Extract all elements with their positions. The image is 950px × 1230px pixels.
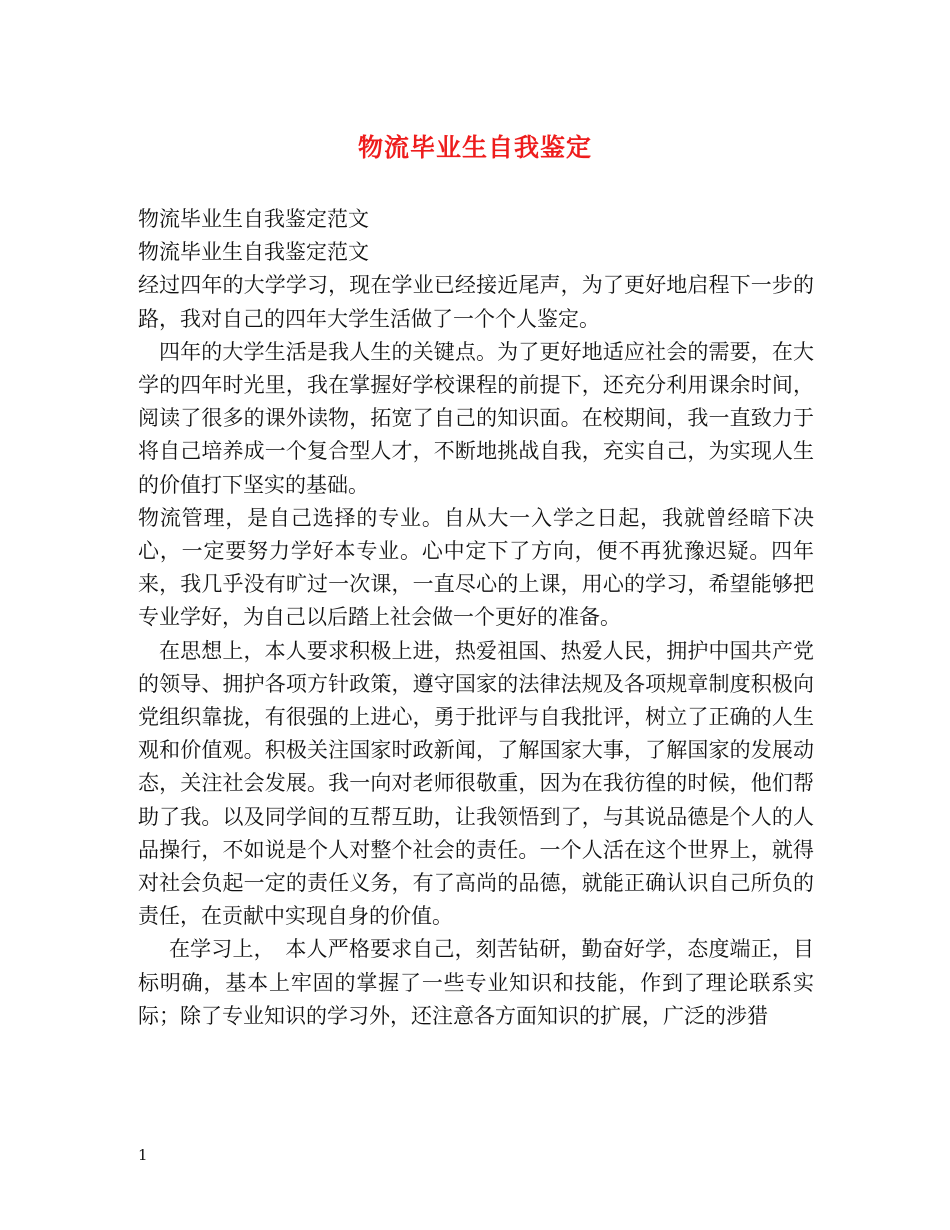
subtitle-line-1: 物流毕业生自我鉴定范文 <box>138 207 369 231</box>
paragraph-ideology: 在思想上，本人要求积极上进，热爱祖国、热爱人民，拥护中国共产党的领导、拥护各项方针政策，遵守国家的法律法规及各项规章制度积极向党组织靠拢，有很强的上进心，勇于批评与自我批评，树立了正确的人生观和价值观。积极关注国家时政新闻，了解国家大事，了解国家的发展动态，关注社会发展。我一向对老师很敬重，因为在我彷徨的时候，他们帮助了我。以及同学间的互帮互助，让我领悟到了，与其说品德是个人的人品操行，不如说是个人对整个社会的责任。一个人活在这个世界上，就得对社会负起一定的责任义务，有了高尚的品德，就能正确认识自己所负的责任，在贡献中实现自身的价值。 <box>138 638 814 929</box>
subtitle-line-2: 物流毕业生自我鉴定范文 <box>138 240 369 265</box>
document-title: 物流毕业生自我鉴定 <box>357 133 592 162</box>
paragraph-major: 物流管理，是自己选择的专业。自从大一入学之日起，我就曾经暗下决心，一定要努力学好本专业。心中定下了方向，便不再犹豫迟疑。四年来，我几乎没有旷过一次课，一直尽心的上课，用心的学习，希望能够把专业学好，为自己以后踏上社会做一个更好的准备。 <box>138 505 814 630</box>
paragraph-university-life: 四年的大学生活是我人生的关键点。为了更好地适应社会的需要，在大学的四年时光里，我在掌握好学校课程的前提下，还充分利用课余时间，阅读了很多的课外读物，拓宽了自己的知识面。在校期间，我一直致力于将自己培养成一个复合型人才，不断地挑战自我，充实自己，为实现人生的价值打下坚实的基础。 <box>138 339 814 497</box>
page-number: 1 <box>138 1146 148 1164</box>
paragraph-study: 在学习上， 本人严格要求自己，刻苦钻研，勤奋好学，态度端正，目标明确，基本上牢固的掌握了一些专业知识和技能，作到了理论联系实际；除了专业知识的学习外，还注意各方面知识的扩展，广泛的涉猎 <box>138 937 814 1028</box>
document-body <box>138 203 814 1033</box>
paragraph-intro: 经过四年的大学学习，现在学业已经接近尾声，为了更好地启程下一步的路，我对自己的四年大学生活做了一个个人鉴定。 <box>138 273 814 331</box>
